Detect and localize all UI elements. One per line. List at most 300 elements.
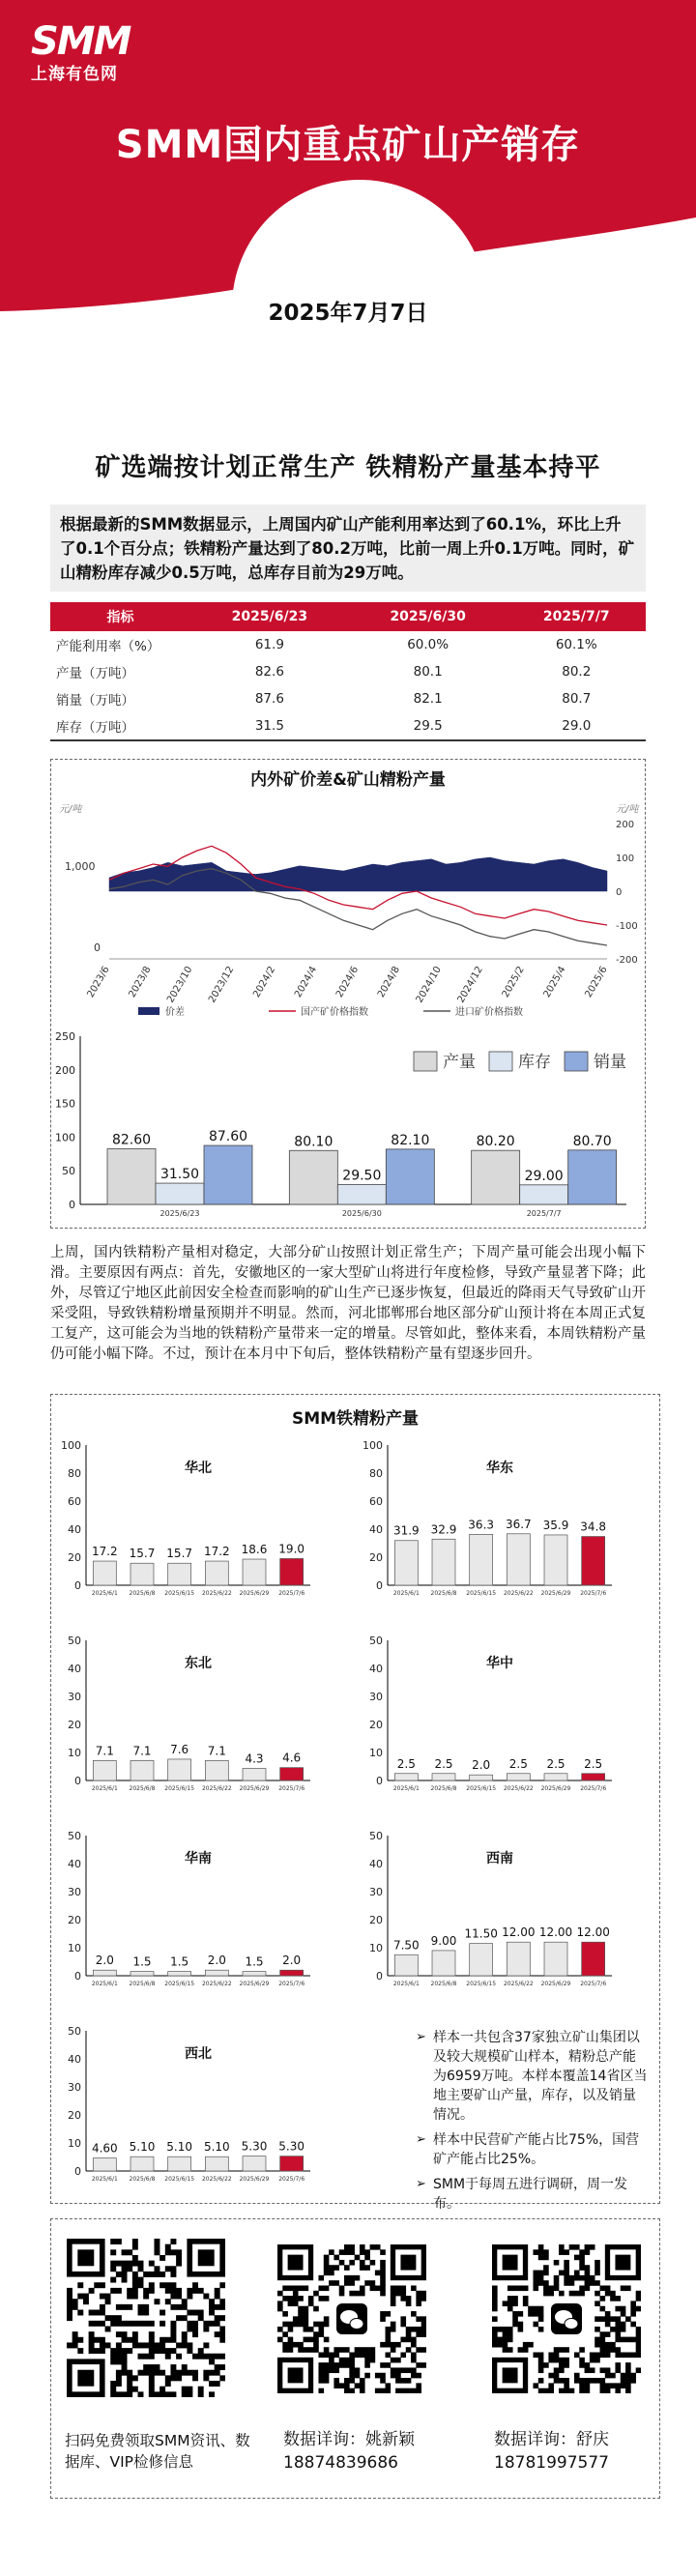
qr-module [600, 2296, 606, 2301]
qr-module [621, 2383, 626, 2388]
region-bar [582, 1537, 605, 1585]
table-row [50, 658, 646, 685]
qr-module [360, 2265, 365, 2271]
qr-module [594, 2260, 600, 2266]
qr-code-wechat[interactable] [492, 2244, 641, 2393]
y-tick-label: 10 [369, 1942, 383, 1954]
qr-module [538, 2280, 544, 2286]
qr-module [512, 2301, 518, 2306]
qr-module [160, 2337, 165, 2343]
qr-module [538, 2327, 544, 2332]
region-bar [243, 2156, 266, 2171]
qr-module [127, 2266, 132, 2272]
qr-module [132, 2288, 138, 2294]
qr-module [298, 2316, 304, 2322]
qr-module [165, 2381, 171, 2387]
table-cell: 87.6 [254, 691, 284, 707]
arrow-icon: ➢ [416, 2132, 426, 2147]
price-spread-chart-title: 内外矿价差&矿山精粉产量 [250, 770, 446, 790]
qr-module [94, 2348, 100, 2354]
legend-swatch [414, 1052, 437, 1071]
x-tick-label: 2025/6/1 [392, 1590, 420, 1597]
qr-module [187, 2348, 192, 2354]
qr-module [143, 2370, 149, 2376]
qr-module [625, 2316, 631, 2322]
qr-module [132, 2272, 138, 2277]
qr-module [339, 2358, 345, 2363]
qr-module [636, 2353, 641, 2359]
region-bar-value: 2.0 [207, 1954, 226, 1968]
qr-module [406, 2378, 412, 2384]
qr-module [564, 2358, 569, 2363]
qr-module [380, 2285, 386, 2291]
qr-module [538, 2249, 544, 2255]
qr-module [564, 2388, 569, 2393]
qr-module [406, 2337, 412, 2343]
qr-finder [400, 2255, 416, 2271]
bar-销量 [204, 1145, 252, 1204]
qr-module [380, 2249, 386, 2255]
qr-module [518, 2285, 524, 2291]
qr-module [610, 2342, 616, 2348]
y-tick-label: 0 [74, 1579, 81, 1592]
legend-label: 销量 [594, 1053, 626, 1072]
qr-module [329, 2265, 334, 2271]
qr-module [391, 2285, 396, 2291]
qr-module [219, 2354, 225, 2359]
y-tick-label: 100 [61, 1439, 81, 1452]
qr-module [132, 2337, 138, 2343]
region-bar-value: 19.0 [278, 1542, 305, 1556]
qr-module [83, 2294, 89, 2300]
x-tick-label: 2025/4 [541, 965, 568, 999]
qr-module [538, 2388, 544, 2393]
qr-module [364, 2249, 370, 2255]
qr-module [411, 2337, 417, 2343]
qr-module [508, 2331, 513, 2337]
qr-module [127, 2391, 132, 2397]
qr-module [554, 2358, 560, 2363]
x-tick-label: 2025/6/15 [164, 1590, 195, 1597]
qr-module [538, 2244, 544, 2250]
qr-module [492, 2306, 498, 2312]
table-cell: 产能利用率（%） [56, 639, 160, 654]
qr-module [554, 2275, 560, 2281]
region-bar [507, 1534, 530, 1585]
qr-module [344, 2358, 350, 2363]
region-bar-value: 15.7 [129, 1547, 156, 1561]
qr-module [176, 2354, 182, 2359]
qr-module [594, 2271, 600, 2276]
qr-module [625, 2337, 631, 2343]
qr-module [100, 2304, 105, 2310]
x-tick-label: 2025/6/22 [201, 2176, 232, 2183]
qr-module [149, 2288, 155, 2294]
qr-module [600, 2383, 606, 2388]
qr-module [122, 2272, 128, 2277]
qr-module [533, 2275, 538, 2281]
x-tick-label: 2024/4 [293, 965, 320, 999]
qr-module [122, 2277, 128, 2283]
region-bar [544, 1942, 567, 1976]
x-tick-label: 2025/7/6 [580, 1981, 607, 1987]
qr-module [138, 2266, 144, 2272]
qr-module [579, 2383, 585, 2388]
qr-module [391, 2322, 396, 2328]
qr-module [503, 2331, 508, 2337]
qr-module [421, 2322, 426, 2328]
y-tick-label: 100 [362, 1439, 383, 1452]
region-bar-value: 12.00 [502, 1925, 536, 1940]
region-bar-value: 1.5 [170, 1954, 189, 1969]
left-axis-unit: 元/吨 [59, 804, 82, 815]
qr-module [349, 2362, 355, 2368]
qr-module [538, 2358, 544, 2363]
note-item [416, 2028, 648, 2125]
region-bar [205, 2156, 228, 2171]
x-tick-label: 2025/7/6 [278, 1785, 305, 1792]
qr-module [574, 2378, 580, 2384]
right-axis-unit: 元/吨 [616, 804, 639, 815]
qr-code[interactable] [67, 2239, 225, 2397]
qr-finder [288, 2255, 304, 2271]
qr-module [416, 2331, 421, 2337]
qr-module [600, 2347, 606, 2353]
qr-module [605, 2342, 611, 2348]
qr-module [538, 2353, 544, 2359]
qr-module [192, 2310, 198, 2316]
qr-module [116, 2381, 122, 2387]
qr-module [203, 2354, 209, 2359]
qr-module [154, 2364, 160, 2370]
qr-module [122, 2364, 128, 2370]
qr-module [110, 2239, 116, 2244]
qr-module [630, 2337, 636, 2343]
qr-module [143, 2354, 149, 2359]
qr-module [187, 2321, 192, 2327]
qr-module [67, 2342, 72, 2348]
qr-module [364, 2265, 370, 2271]
qr-module [630, 2301, 636, 2306]
qr-module [518, 2327, 524, 2332]
region-bar [432, 1774, 455, 1780]
qr-module [149, 2370, 155, 2376]
qr-module [411, 2342, 417, 2348]
qr-module [421, 2296, 426, 2301]
qr-module [355, 2383, 361, 2388]
bar-value-label: 80.70 [572, 1133, 612, 1149]
qr-module [132, 2261, 138, 2267]
analysis-paragraph: 上周，国内铁精粉产量相对稳定，大部分矿山按照计划正常生产；下周产量可能会出现小幅下滑。主要原因有两点：首先，安徽地区的一家大型矿山将进行年度检修，导致产量显著下降；此外，尽管辽宁地区此前因安全检查而影响的矿山生产已逐步恢复，但最近的降雨天气导致矿山开采受阻，导致铁精粉增量预期并不明显。然而，河北邯郸邢台地区部分矿山预计将在本周正式复工复产，这可能会为当地的铁精粉产量带来一定的增量。尽管如此，整体来看，本周铁精粉产量仍可能小幅下降。不过，预计在本月中下旬后，整体铁精粉产量有望逐步回升。 [50, 1245, 646, 1362]
region-bar [507, 1942, 530, 1976]
qr-module [625, 2388, 631, 2393]
qr-module [559, 2358, 565, 2363]
qr-module [132, 2331, 138, 2337]
qr-module [293, 2301, 299, 2306]
qr-module [149, 2381, 155, 2387]
qr-code-wechat[interactable] [277, 2244, 426, 2393]
qr-module [324, 2322, 330, 2328]
region-bar [205, 1561, 228, 1585]
qr-module [308, 2296, 314, 2301]
qr-module [77, 2337, 83, 2343]
qr-module [621, 2337, 626, 2343]
qr-module [411, 2353, 417, 2359]
qr-module [110, 2249, 116, 2255]
qr-module [421, 2316, 426, 2322]
qr-module [176, 2255, 182, 2261]
qr-module [89, 2310, 95, 2316]
qr-module [67, 2315, 72, 2321]
qr-module [182, 2331, 188, 2337]
x-tick-label: 2023/8 [127, 965, 154, 999]
region-name: 东北 [185, 1656, 212, 1671]
region-bar [582, 1942, 605, 1976]
qr-module [116, 2304, 122, 2310]
bar-销量 [568, 1150, 617, 1204]
qr-module [605, 2311, 611, 2317]
legend-swatch [489, 1052, 512, 1071]
qr-module [170, 2304, 176, 2310]
qr-module [288, 2347, 294, 2353]
qr-module [543, 2280, 549, 2286]
qr-module [149, 2321, 155, 2327]
bar-库存 [520, 1185, 568, 1204]
wechat-icon [350, 2319, 363, 2330]
qr-module [304, 2347, 309, 2353]
qr-module [590, 2367, 595, 2373]
qr-module [215, 2331, 220, 2337]
y-tick-label: 30 [369, 1691, 383, 1703]
qr-module [154, 2299, 160, 2304]
qr-module [621, 2306, 626, 2312]
qr-module [492, 2331, 498, 2337]
table-row [50, 685, 646, 712]
qr-module [590, 2275, 595, 2281]
qr-module [116, 2239, 122, 2244]
contact-1-phone: 18874839686 [283, 2453, 398, 2473]
qr-module [143, 2288, 149, 2294]
qr-module [370, 2280, 376, 2286]
qr-module [416, 2383, 421, 2388]
qr-module [170, 2272, 176, 2277]
note-item [416, 2175, 648, 2214]
qr-module [508, 2301, 513, 2306]
qr-module [160, 2272, 165, 2277]
qr-module [615, 2362, 621, 2368]
region-bar [93, 1561, 116, 1585]
x-tick-label: 2025/6/8 [430, 1981, 457, 1987]
price-spread-panel [50, 759, 646, 1229]
y-tick-label: 40 [68, 1858, 81, 1870]
qr-module [492, 2291, 498, 2297]
table-cell: 82.6 [254, 664, 284, 680]
qr-module [288, 2322, 294, 2328]
region-bar-value: 17.2 [203, 1545, 230, 1559]
x-tick-label: 2025/6/15 [164, 1981, 195, 1987]
qr-module [518, 2311, 524, 2317]
y-tick-label: 30 [68, 1691, 81, 1703]
qr-module [605, 2331, 611, 2337]
qr-module [132, 2294, 138, 2300]
qr-module [339, 2291, 345, 2297]
qr-module [503, 2337, 508, 2343]
x-tick-label: 2025/6/8 [129, 1590, 156, 1597]
region-bar-value: 2.0 [472, 1758, 491, 1773]
qr-module [209, 2299, 215, 2304]
qr-module [165, 2391, 171, 2397]
qr-module [110, 2266, 116, 2272]
qr-module [219, 2326, 225, 2331]
qr-module [293, 2322, 299, 2328]
qr-module [416, 2291, 421, 2297]
qr-module [594, 2291, 600, 2297]
qr-module [304, 2327, 309, 2332]
qr-module [209, 2391, 215, 2397]
qr-module [77, 2294, 83, 2300]
qr-module [391, 2342, 396, 2348]
x-tick-label: 2025/6/29 [540, 1590, 571, 1597]
region-bar [93, 1970, 116, 1976]
qr-module [116, 2315, 122, 2321]
qr-module [579, 2260, 585, 2266]
qr-module [298, 2322, 304, 2328]
qr-module [625, 2285, 631, 2291]
qr-module [564, 2378, 569, 2384]
qr-module [127, 2294, 132, 2300]
x-tick-label: 2025/6/23 [160, 1209, 200, 1218]
qr-module [386, 2353, 392, 2359]
x-tick-label: 2025/6/22 [503, 1785, 534, 1792]
qr-module [621, 2353, 626, 2359]
qr-module [610, 2347, 616, 2353]
qr-module [585, 2285, 591, 2291]
region-bar [470, 1534, 493, 1585]
qr-module [160, 2391, 165, 2397]
qr-module [370, 2285, 376, 2291]
qr-module [538, 2362, 544, 2368]
qr-module [492, 2296, 498, 2301]
qr-module [400, 2378, 406, 2384]
qr-module [187, 2391, 192, 2397]
qr-module [219, 2375, 225, 2381]
qr-module [165, 2249, 171, 2255]
qr-module [594, 2301, 600, 2306]
qr-module [380, 2373, 386, 2379]
y-tick-label: 0 [74, 2165, 81, 2178]
qr-module [176, 2315, 182, 2321]
qr-module [636, 2337, 641, 2343]
qr-module [293, 2342, 299, 2348]
table-cell: 产量（万吨） [56, 666, 134, 681]
logo-text: SMM [31, 19, 130, 64]
qr1-caption: 扫码免费领取SMM资讯、数据库、VIP检修信息 [65, 2432, 250, 2471]
region-bar [243, 1972, 266, 1976]
qr-module [176, 2249, 182, 2255]
qr-module [364, 2280, 370, 2286]
x-tick-label: 2025/6/22 [503, 1590, 534, 1597]
qr-module [160, 2255, 165, 2261]
region-bar-value: 7.1 [207, 1744, 226, 1758]
qr-module [355, 2255, 361, 2261]
left-tick-label: 0 [94, 941, 101, 954]
qr-module [67, 2294, 72, 2300]
y-tick-label: 60 [68, 1495, 81, 1508]
qr-module [538, 2255, 544, 2261]
qr-module [105, 2315, 111, 2321]
qr-module [219, 2304, 225, 2310]
qr-module [370, 2260, 376, 2266]
qr-module [324, 2296, 330, 2301]
qr-module [209, 2354, 215, 2359]
qr-module [100, 2348, 105, 2354]
qr-module [636, 2342, 641, 2348]
region-bar [280, 1558, 304, 1585]
qr-module [149, 2282, 155, 2288]
qr-module [298, 2285, 304, 2291]
region-bar [93, 1760, 116, 1780]
qr-module [349, 2291, 355, 2297]
qr-module [293, 2285, 299, 2291]
smm-logo [31, 21, 130, 84]
y-tick-label: 100 [55, 1131, 75, 1144]
qr-module [138, 2304, 144, 2310]
qr-module [512, 2322, 518, 2328]
page-title: SMM国内重点矿山产销存 [115, 123, 581, 167]
qr-module [610, 2327, 616, 2332]
region-bar-value: 4.6 [282, 1751, 302, 1765]
qr-module [621, 2373, 626, 2379]
qr-module [170, 2370, 176, 2376]
qr-module [324, 2260, 330, 2266]
bar-value-label: 29.00 [524, 1168, 564, 1184]
qr-module [579, 2388, 585, 2393]
qr-module [313, 2291, 319, 2297]
qr-module [324, 2367, 330, 2373]
qr-module [610, 2291, 616, 2297]
region-bar-value: 2.5 [396, 1756, 416, 1771]
qr-module [110, 2315, 116, 2321]
qr-module [615, 2337, 621, 2343]
arrow-icon: ➢ [416, 2030, 426, 2044]
qr-module [187, 2294, 192, 2300]
legend-label: 产量 [443, 1053, 476, 1072]
x-tick-label: 2025/7/7 [526, 1209, 562, 1218]
qr-module [192, 2282, 198, 2288]
qr-module [160, 2387, 165, 2392]
qr-module [518, 2347, 524, 2353]
qr-module [165, 2244, 171, 2250]
y-tick-label: 20 [68, 2109, 81, 2122]
qr-module [594, 2280, 600, 2286]
qr-module [339, 2260, 345, 2266]
qr-module [339, 2285, 345, 2291]
qr-module [416, 2373, 421, 2379]
qr-module [143, 2294, 149, 2300]
region-bar [394, 1774, 418, 1780]
qr-module [391, 2296, 396, 2301]
qr-module [304, 2322, 309, 2328]
qr-module [600, 2331, 606, 2337]
region-bar-value: 2.0 [282, 1954, 302, 1968]
qr-module [411, 2327, 417, 2332]
qr-finder [198, 2249, 215, 2266]
qr-module [277, 2327, 283, 2332]
qr-module [585, 2362, 591, 2368]
qr-module [503, 2342, 508, 2348]
bar-value-label: 82.10 [391, 1132, 430, 1148]
qr-module [132, 2282, 138, 2288]
